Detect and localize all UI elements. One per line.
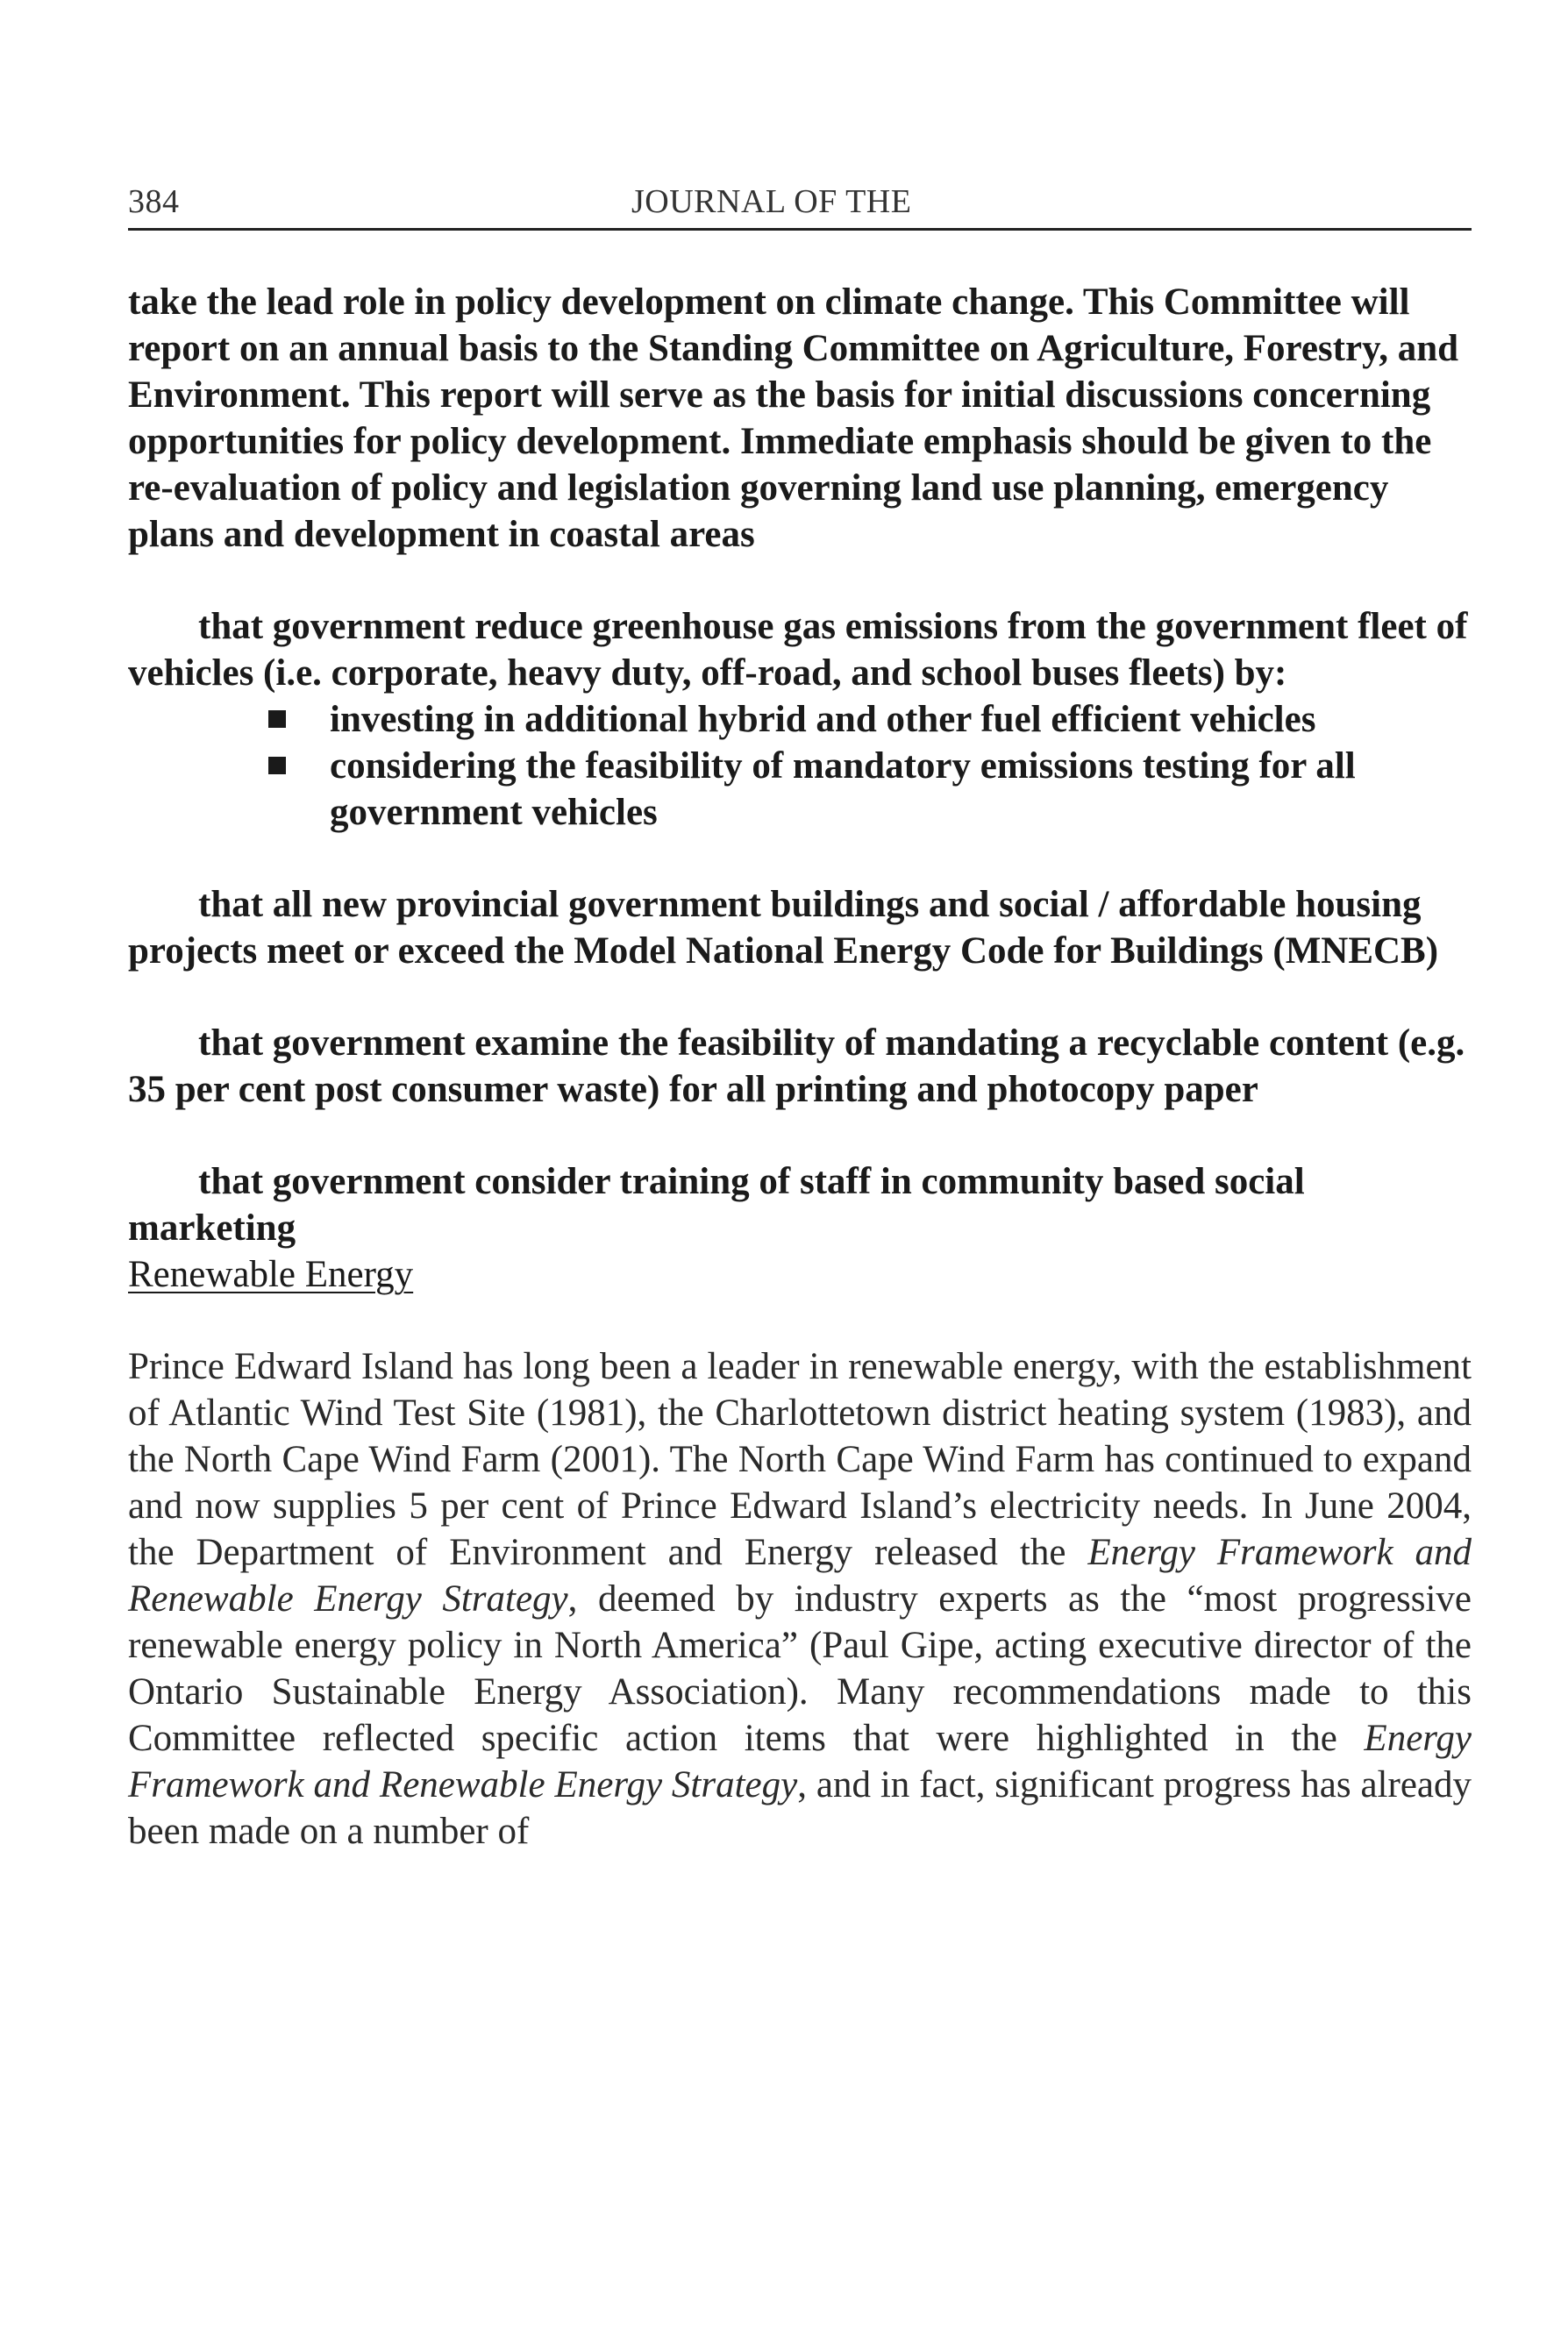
- strategy-title: Energy Framework and Renewable Energy Strategy: [128, 1532, 1472, 1620]
- body-text: , and in fact, significant progress has already been made on a number of: [128, 1764, 1472, 1852]
- list-item-text: investing in additional hybrid and other fuel efficient vehicles: [330, 699, 1316, 740]
- paragraph-vehicle-emissions: that government reduce greenhouse gas emissions from the government fleet of vehicles (i.e. corporate, heavy duty, off-road, and school buses fleets) by:: [128, 606, 1468, 694]
- list-item: [128, 743, 1472, 836]
- strategy-title: Energy Framework and Renewable Energy Strategy: [128, 1718, 1472, 1805]
- journal-title: JOURNAL OF THE: [631, 183, 912, 220]
- body-text: , deemed by industry experts as the “most progressive renewable energy policy in North America” (Paul Gipe, acting executive director of the Ontario Sustainable Energy Association). Many recommendations made to this Committee reflected specific action items that were highlighted in the: [128, 1578, 1472, 1759]
- paragraph-climate-committee: take the lead role in policy development on climate change. This Committee will report on an annual basis to the Standing Committee on Agriculture, Forestry, and Environment. This report will serve as the basis for initial discussions concerning opportunities for policy development. Immediate emphasis should be given to the re-evaluation of policy and legislation governing land use planning, emergency plans and development in coastal areas: [128, 281, 1459, 555]
- paragraph-renewable-energy: [128, 1343, 1472, 1855]
- page-number: 384: [128, 183, 180, 220]
- paragraph-recyclable-paper: that government examine the feasibility of mandating a recyclable content (e.g. 35 per cent post consumer waste) for all printing and photocopy paper: [128, 1022, 1465, 1110]
- square-bullet-icon: [268, 757, 286, 774]
- running-header: [128, 182, 1472, 231]
- body-text: Prince Edward Island has long been a leader in renewable energy, with the establishment of Atlantic Wind Test Site (1981), the Charlottetown district heating system (1983), and the North Cape Wind Farm (2001). The North Cape Wind Farm has continued to expand and now supplies 5 per cent of Prince Edward Island’s electricity needs. In June 2004, the Department of Environment and Energy released the: [128, 1346, 1472, 1573]
- list-item: [128, 696, 1472, 743]
- paragraph-social-marketing: that government consider training of staff in community based social marketing: [128, 1161, 1305, 1249]
- list-item-text: considering the feasibility of mandatory emissions testing for all government vehicles: [330, 745, 1356, 833]
- paragraph-buildings: that all new provincial government buildings and social / affordable housing projects meet or exceed the Model National Energy Code for Buildings (MNECB): [128, 884, 1439, 972]
- page-body: [128, 279, 1472, 1855]
- square-bullet-icon: [268, 710, 286, 728]
- bullet-list: [128, 696, 1472, 836]
- section-heading: Renewable Energy: [128, 1254, 414, 1295]
